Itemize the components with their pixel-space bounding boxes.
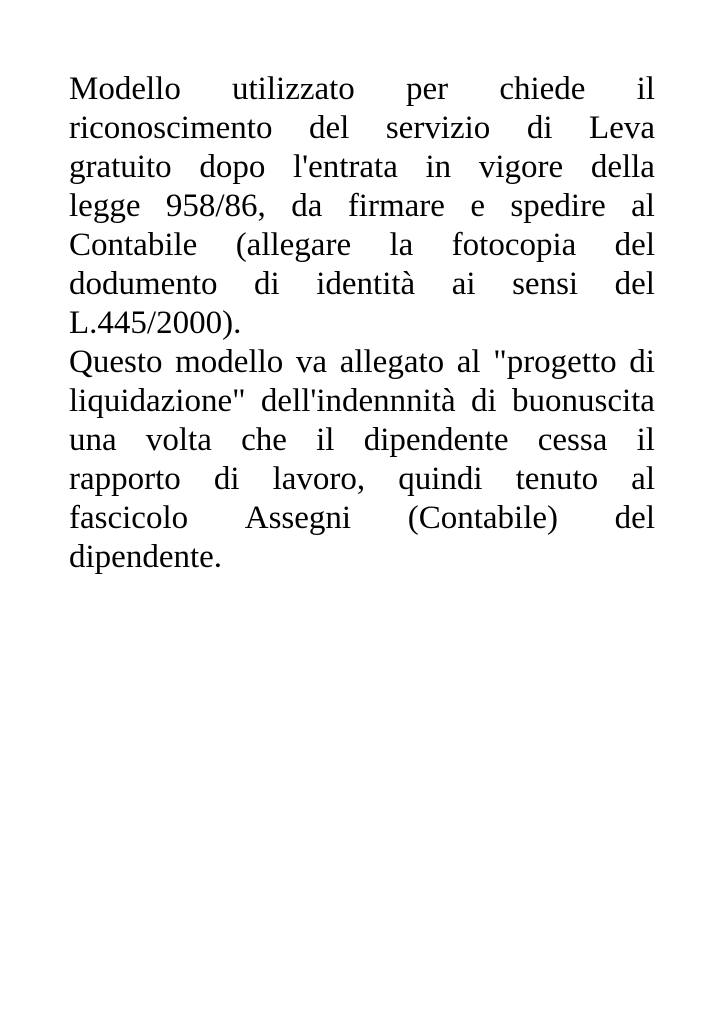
word: della — [590, 149, 655, 185]
text-line — [69, 226, 655, 265]
word: dipendente — [363, 422, 509, 458]
text-line — [69, 382, 655, 421]
word: di — [213, 461, 240, 497]
word: del — [614, 266, 655, 302]
word: quindi — [398, 461, 483, 497]
text-line — [69, 499, 655, 538]
word: il — [316, 422, 335, 458]
word: Assegni — [244, 500, 352, 536]
word: utilizzato — [232, 71, 355, 107]
word: servizio — [385, 110, 491, 146]
word: fascicolo — [69, 500, 189, 536]
word: L.445/2000). — [69, 305, 242, 341]
word: del — [614, 227, 655, 263]
word: da — [291, 188, 323, 224]
word: lavoro, — [272, 461, 366, 497]
word: (Contabile) — [407, 500, 559, 536]
word: la — [389, 227, 414, 263]
paragraph-2 — [69, 343, 655, 577]
word: Leva — [589, 110, 655, 146]
word: che — [241, 422, 287, 458]
word: di — [470, 383, 497, 419]
text-line — [69, 109, 655, 148]
word: buonuscita — [511, 383, 655, 419]
word: legge — [69, 188, 141, 224]
word: chiede — [499, 71, 586, 107]
word: in — [425, 149, 452, 185]
word: dodumento — [69, 266, 218, 302]
word: del — [614, 500, 655, 536]
word: (allegare — [235, 227, 352, 263]
word: 958/86, — [165, 188, 266, 224]
word: cessa — [537, 422, 608, 458]
word: va — [295, 344, 328, 380]
text-line — [69, 265, 655, 304]
document-body — [69, 70, 655, 577]
text-line — [69, 187, 655, 226]
text-line — [69, 421, 655, 460]
word: spedire — [510, 188, 606, 224]
text-line — [69, 343, 655, 382]
text-line — [69, 304, 655, 343]
word: di — [254, 266, 280, 302]
word: dell'indennnità — [260, 383, 456, 419]
text-line — [69, 70, 655, 109]
word: l'entrata — [292, 149, 398, 185]
word: dopo — [199, 149, 266, 185]
word: riconoscimento — [69, 110, 273, 146]
word: modello — [175, 344, 284, 380]
word: ai — [451, 266, 476, 302]
paragraph-1 — [69, 70, 655, 343]
word: vigore — [478, 149, 564, 185]
word: di — [526, 110, 553, 146]
word: il — [636, 422, 655, 458]
word: gratuito — [69, 149, 172, 185]
word: tenuto — [515, 461, 599, 497]
word: rapporto — [69, 461, 181, 497]
word: liquidazione" — [69, 383, 246, 419]
word: volta — [145, 422, 212, 458]
text-line — [69, 148, 655, 187]
word: al — [631, 461, 655, 497]
word: del — [308, 110, 350, 146]
word: e — [470, 188, 485, 224]
word: per — [406, 71, 449, 107]
word: Modello — [69, 71, 181, 107]
word: firmare — [347, 188, 445, 224]
word: una — [69, 422, 117, 458]
word: dipendente. — [69, 539, 223, 575]
word: Questo — [69, 344, 163, 380]
word: fotocopia — [451, 227, 577, 263]
text-line — [69, 538, 655, 577]
word: di — [629, 344, 655, 380]
text-line — [69, 460, 655, 499]
word: al — [631, 188, 655, 224]
word: Contabile — [69, 227, 198, 263]
word: allegato — [339, 344, 445, 380]
word: sensi — [512, 266, 579, 302]
word: al — [456, 344, 481, 380]
word: il — [636, 71, 655, 107]
word: "progetto — [493, 344, 617, 380]
word: identità — [316, 266, 416, 302]
